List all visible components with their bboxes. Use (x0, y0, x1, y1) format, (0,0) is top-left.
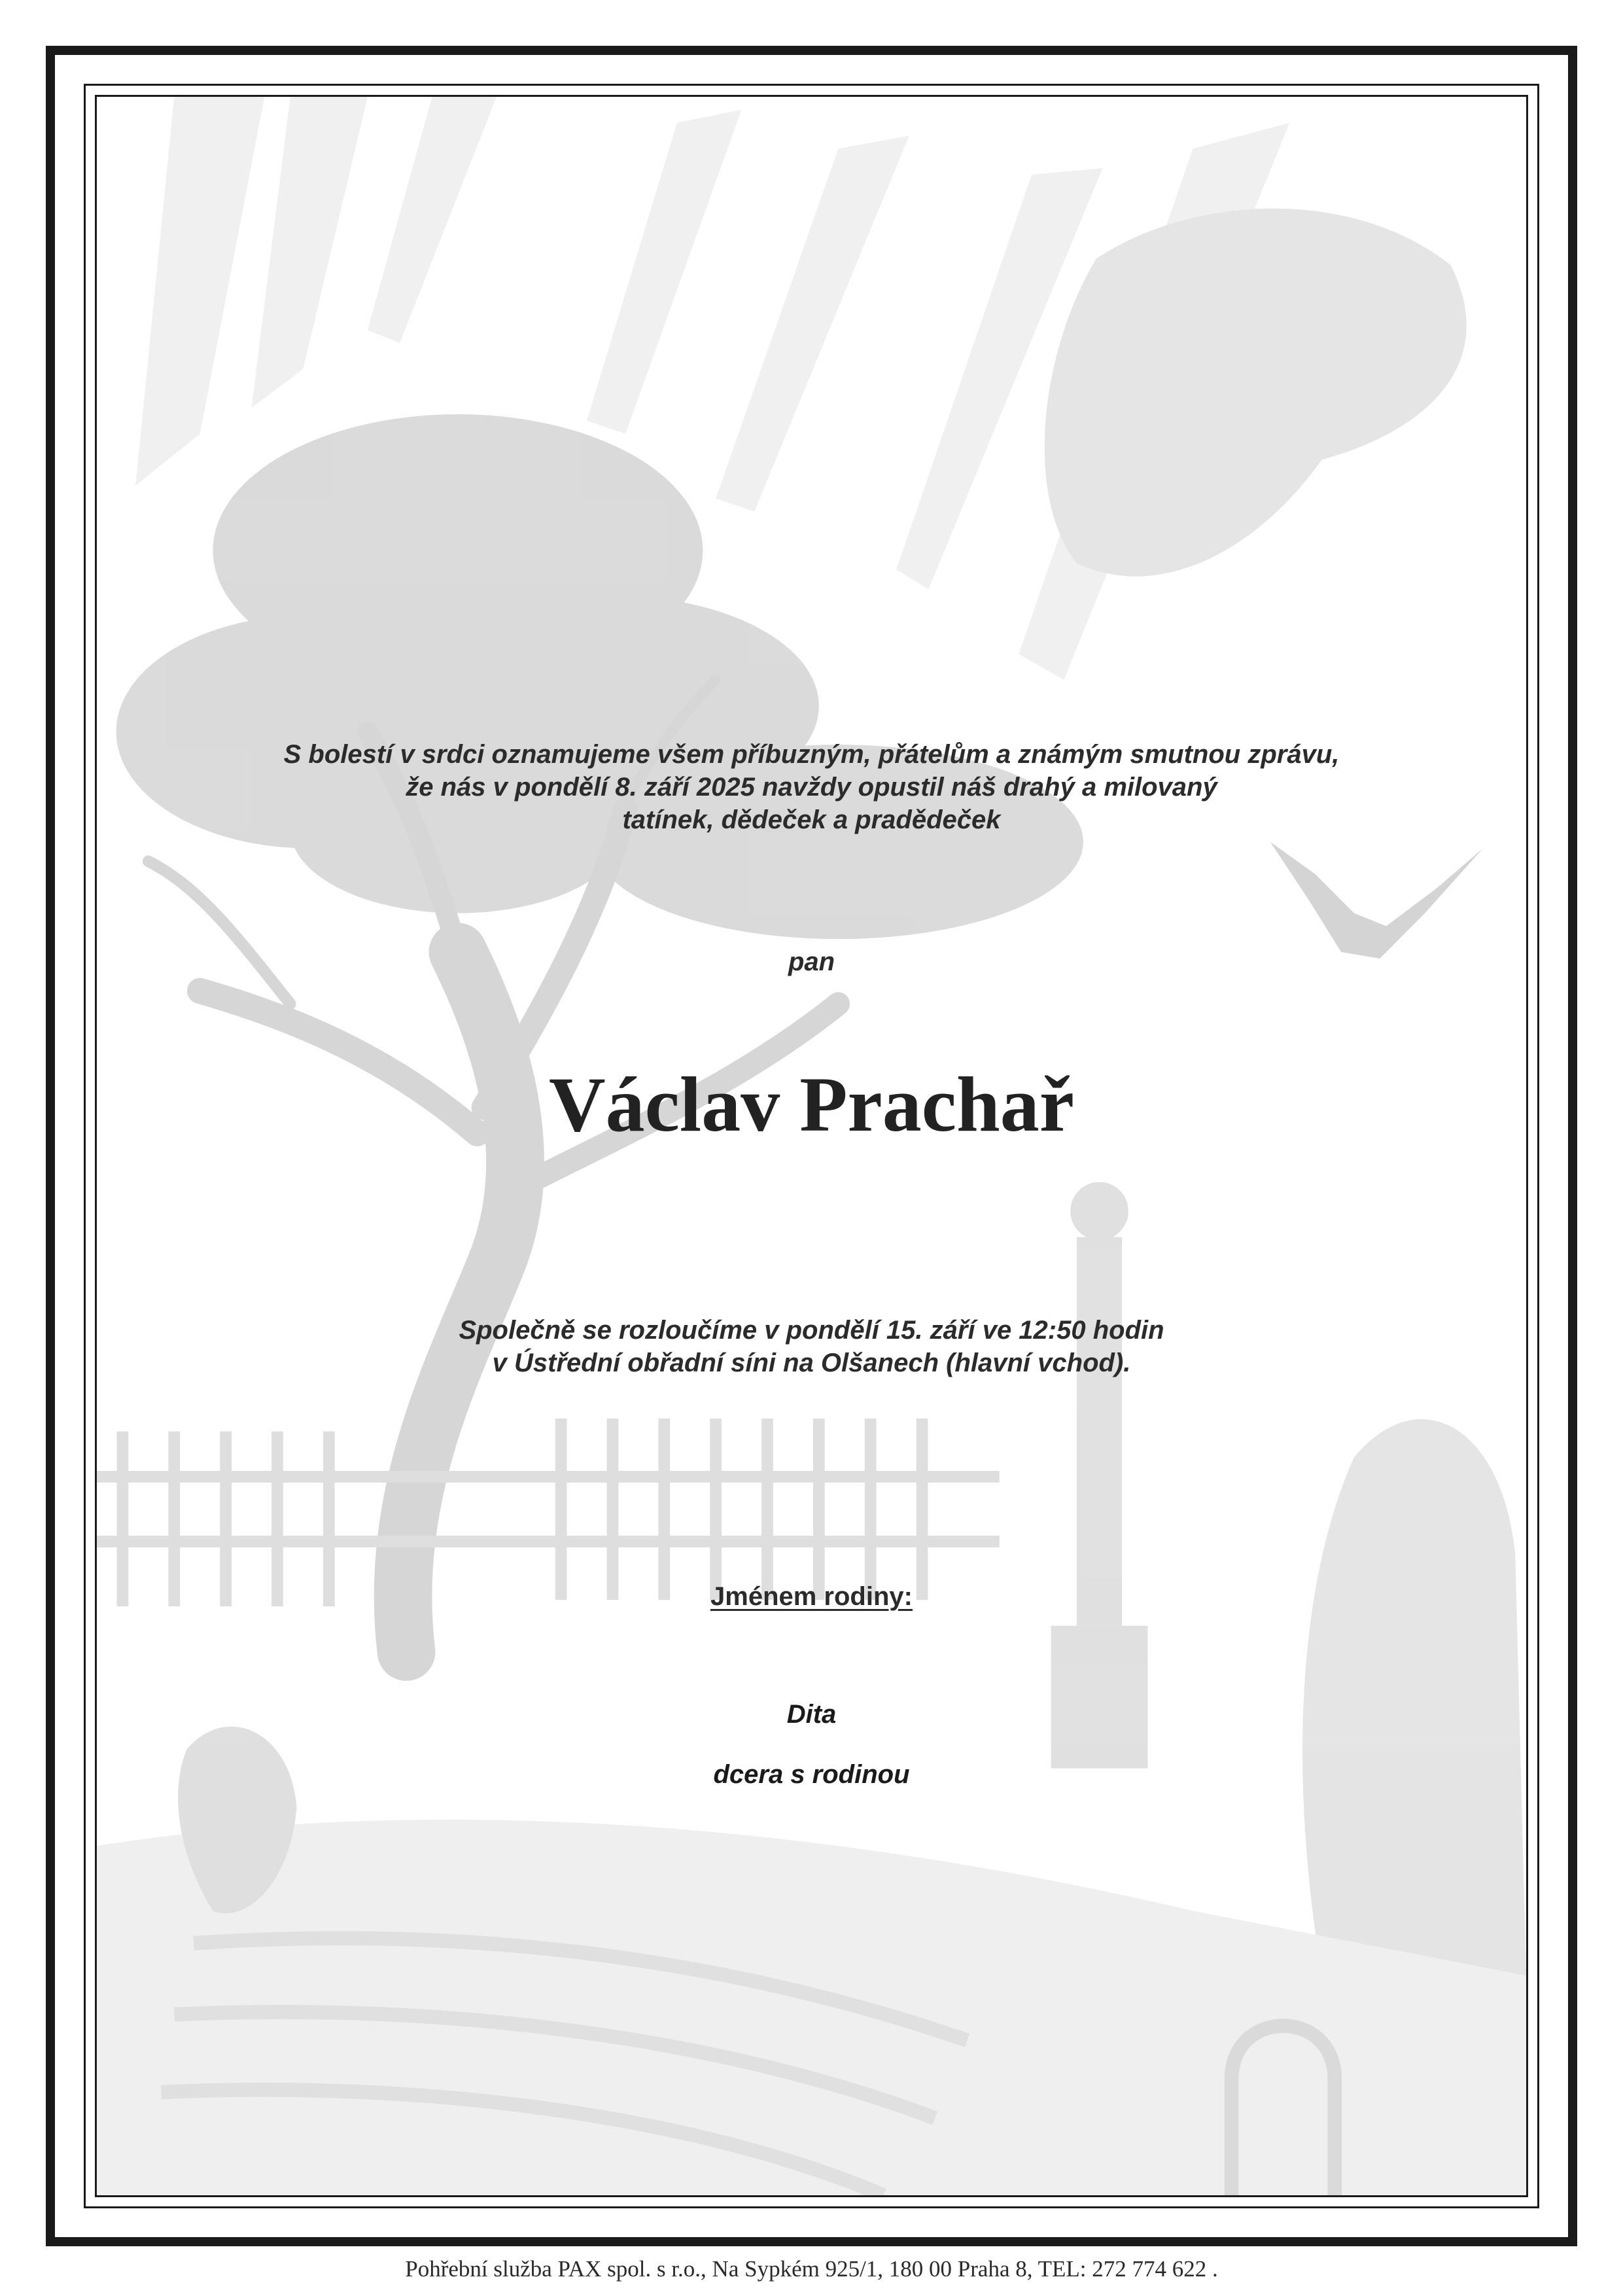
salutation: pan (788, 947, 835, 976)
notice-content (97, 97, 1526, 2195)
intro-line: S bolestí v srdci oznamujeme všem příbuzným, přátelům a známým smutnou zprávu, (283, 740, 1340, 769)
family-label (97, 1582, 1526, 1612)
family-relation: dcera s rodinou (713, 1760, 910, 1789)
intro-line: že nás v pondělí 8. září 2025 navždy opustil náš drahý a milovaný (406, 773, 1217, 802)
funeral-service-footer: Pohřební služba PAX spol. s r.o., Na Sypkém 925/1, 180 00 Praha 8, TEL: 272 774 622 . (405, 2256, 1218, 2282)
mourning-border-middle (84, 84, 1539, 2208)
intro-line: tatínek, dědeček a pradědeček (622, 805, 1001, 834)
intro-text (97, 738, 1526, 836)
farewell-line: v Ústřední obřadní síni na Olšanech (hlavní vchod). (492, 1349, 1131, 1377)
farewell-details (97, 1314, 1526, 1379)
deceased-name: Václav Prachař (548, 1061, 1075, 1148)
family-name: Dita (786, 1700, 837, 1729)
mourning-border-inner (95, 95, 1528, 2197)
family-label-text: Jménem rodiny: (710, 1582, 913, 1611)
farewell-line: Společně se rozloučíme v pondělí 15. září ve 12:50 hodin (459, 1316, 1164, 1345)
mourning-border-outer (46, 46, 1577, 2246)
